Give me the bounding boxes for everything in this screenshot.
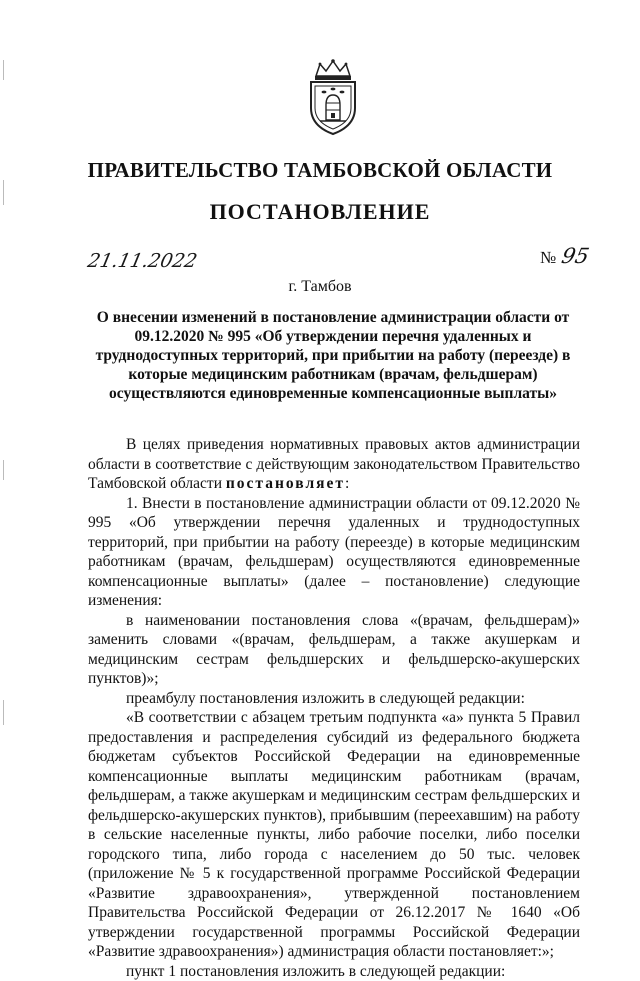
paragraph-title-change: в наименовании постановления слова «(врачам, фельдшерам)» заменить словами «(врачам, фельдшерам, а также акушеркам и медицинским сестрам фельдшерских и фельдшерско-акушерских пунктов)»; [88, 611, 580, 689]
preamble-emphasis: постановляет [226, 475, 345, 492]
paragraph-item-1: 1. Внести в постановление администрации области от 09.12.2020 № 995 «Об утверждении перечня удаленных и труднодоступных территорий, при прибытии на работу (переезде) в которые медицинским работникам (врачам, фельдшерам) осуществляются единовременные компенсационные выплаты» (далее – постановление) следующие изменения: [88, 494, 580, 611]
paragraph-point-1-change: пункт 1 постановления изложить в следующей редакции: [88, 962, 580, 981]
document-subject: О внесении изменений в постановление администрации области от 09.12.2020 № 995 «Об утверждении перечня удаленных и труднодоступных территорий, при прибытии на работу (переезде) в которые медицинским работникам (врачам, фельдшерам) осуществляются единовременные компенсационные выплаты» [86, 308, 580, 403]
coat-of-arms-icon [302, 58, 364, 136]
document-body [88, 435, 580, 981]
margin-marks [2, 60, 5, 880]
preamble-end: : [345, 475, 349, 492]
number-value: 95 [560, 244, 592, 268]
government-title: ПРАВИТЕЛЬСТВО ТАМБОВСКОЙ ОБЛАСТИ [0, 158, 640, 183]
paragraph-preamble-change: преамбулу постановления изложить в следующей редакции: [88, 689, 580, 709]
document-date: 21.11.2022 [86, 250, 199, 272]
paragraph-preamble [88, 435, 580, 494]
number-label: № [540, 248, 556, 267]
city: г. Тамбов [0, 278, 640, 296]
document-number [540, 244, 589, 268]
paragraph-preamble-quote: «В соответствии с абзацем третьим подпункта «а» пункта 5 Правил предоставления и распределения субсидий из федерального бюджета бюджетам субъектов Российской Федерации на единовременные компенсационные выплаты медицинским работникам (врачам, фельдшерам, а также акушеркам и медицинским сестрам фельдшерских и фельдшерско-акушерских пунктов), прибывшим (переехавшим) на работу в сельские населенные пункты, либо рабочие поселки, либо поселки городского типа, либо города с населением до 50 тыс. человек (приложение № 5 к государственной программе Российской Федерации «Развитие здравоохранения», утвержденной постановлением Правительства Российской Федерации от 26.12.2017 № 1640 «Об утверждении государственной программы Российской Федерации «Развитие здравоохранения») администрация области постановляет:»; [88, 708, 580, 962]
document-type: ПОСТАНОВЛЕНИЕ [0, 199, 640, 225]
preamble-text: В целях приведения нормативных правовых актов администрации области в соответствие с действующим законодательством Правительство Тамбовской области [88, 436, 580, 492]
